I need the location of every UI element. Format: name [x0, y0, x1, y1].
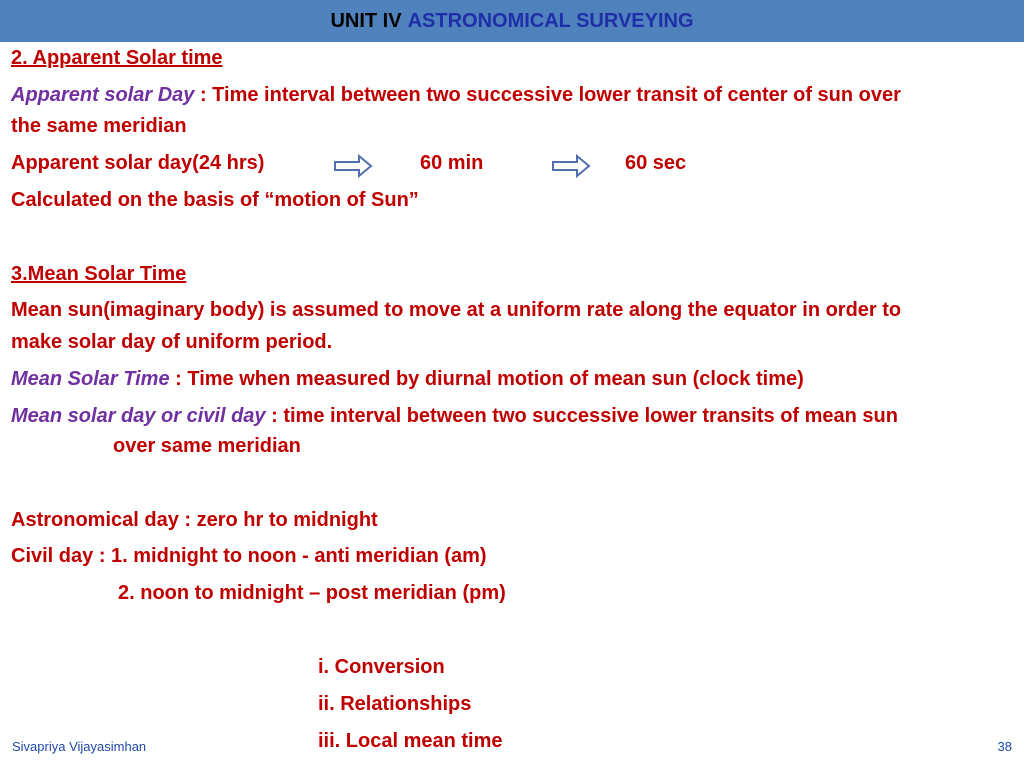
topic-list-item: iii. Local mean time: [318, 730, 503, 752]
mean-solar-time-definition: [11, 365, 804, 393]
author-name: Sivapriya Vijayasimhan: [12, 739, 147, 754]
slide-title-bar: [0, 0, 1024, 42]
definition-term: Apparent solar Day: [11, 84, 195, 106]
definition-term: Mean solar day or civil day: [11, 405, 266, 427]
topic-list-item: ii. Relationships: [318, 693, 472, 715]
civil-day-line-2: 2. noon to midnight – post meridian (pm): [118, 582, 506, 604]
definition-continuation: the same meridian: [11, 115, 187, 137]
unit-label: UNIT IV: [330, 9, 402, 32]
double-right-arrow-icon: [333, 153, 373, 179]
conversion-c: 60 sec: [625, 152, 687, 174]
section-2-heading: 2. Apparent Solar time: [11, 47, 223, 69]
civil-day-definition: [11, 402, 898, 430]
mean-sun-description-cont: make solar day of uniform period.: [11, 331, 333, 353]
conversion-a: Apparent solar day(24 hrs): [11, 152, 265, 174]
definition-text: : time interval between two successive lower transits of mean sun: [265, 405, 898, 427]
definition-text: : Time interval between two successive lower transit of center of sun over: [194, 84, 901, 106]
mean-sun-description: Mean sun(imaginary body) is assumed to move at a uniform rate along the equator in order to: [11, 299, 902, 321]
civil-day-definition-cont: over same meridian: [113, 435, 301, 457]
civil-day-line-1: Civil day : 1. midnight to noon - anti meridian (am): [11, 545, 487, 567]
topic-list-item: i. Conversion: [318, 656, 445, 678]
definition-term: Mean Solar Time: [11, 368, 170, 390]
topic-label: ASTRONOMICAL SURVEYING: [407, 9, 694, 32]
page-number: 38: [997, 739, 1012, 754]
section-3-heading: 3.Mean Solar Time: [11, 263, 187, 285]
apparent-solar-day-definition: [11, 81, 901, 109]
astronomical-day-text: Astronomical day : zero hr to midnight: [11, 509, 378, 531]
conversion-b: 60 min: [420, 152, 484, 174]
basis-text: Calculated on the basis of “motion of Sun”: [11, 189, 419, 211]
double-right-arrow-icon: [551, 153, 591, 179]
definition-text: : Time when measured by diurnal motion of mean sun (clock time): [169, 368, 804, 390]
